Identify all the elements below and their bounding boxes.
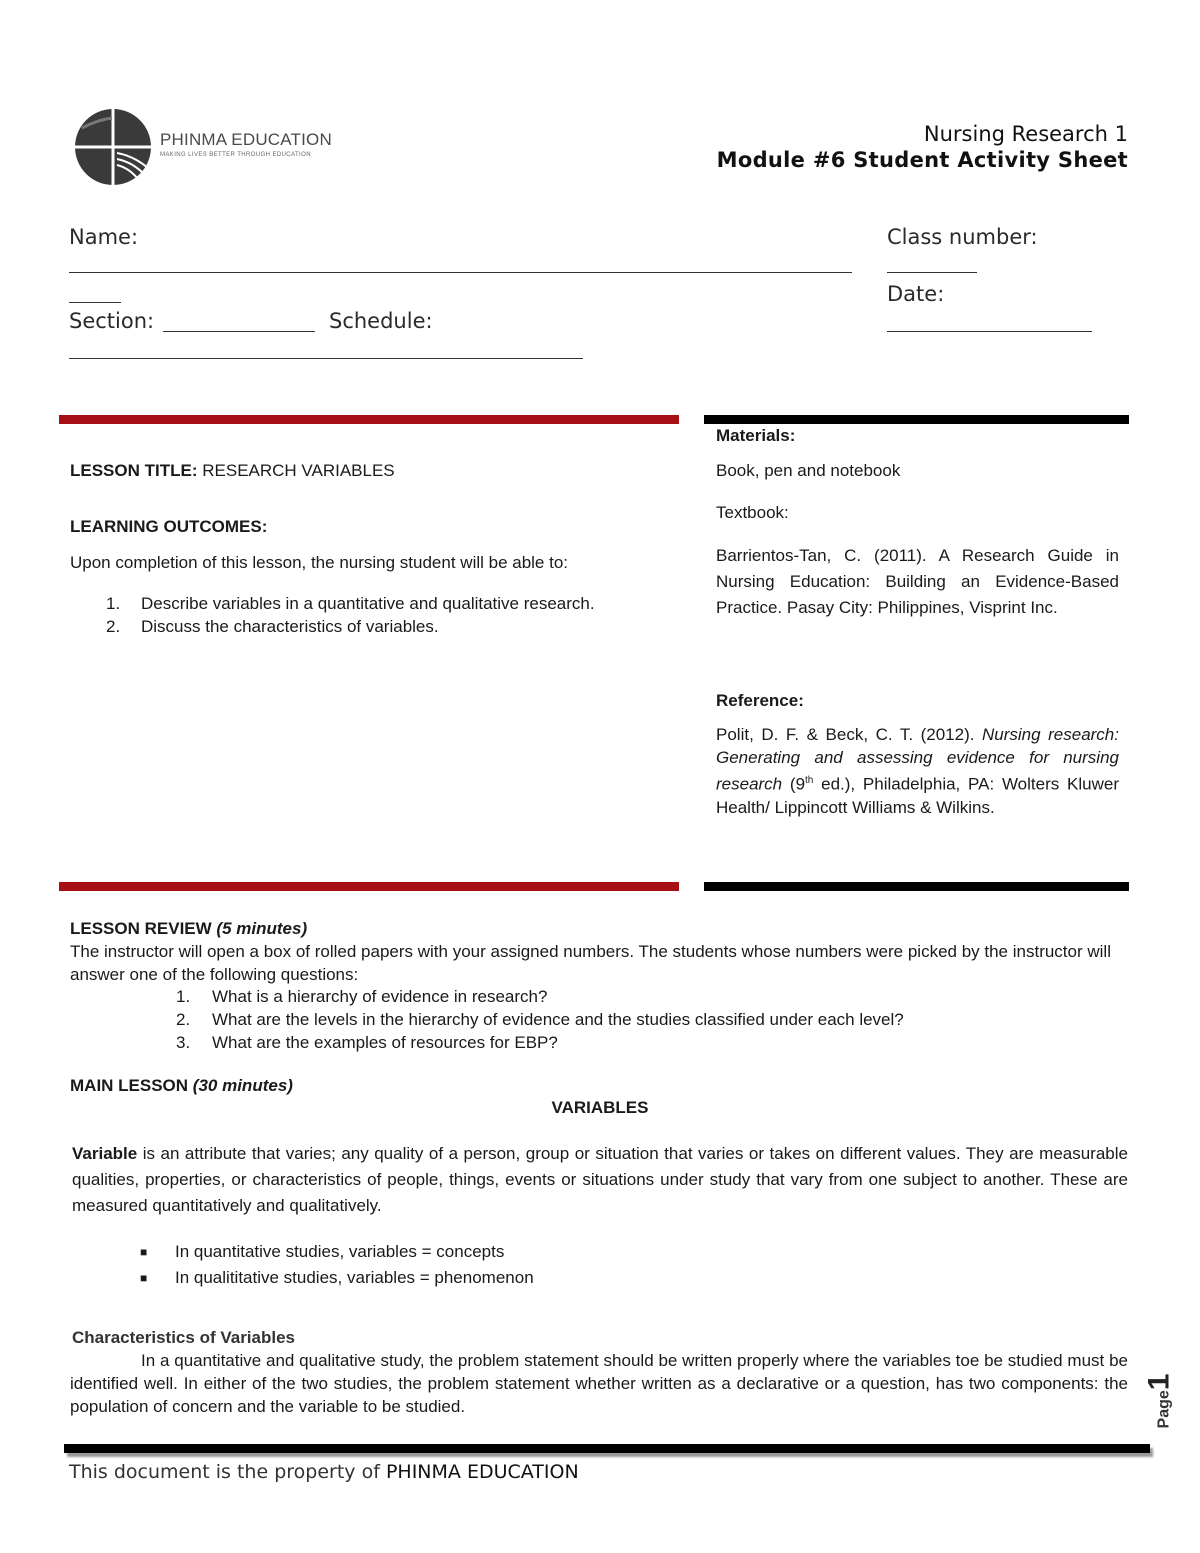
lesson-review-duration: (5 minutes) (216, 919, 308, 938)
phinma-globe-icon (72, 106, 156, 188)
divider-black-top (704, 415, 1129, 424)
variable-definition (72, 1141, 1128, 1219)
page-number-block (1142, 1362, 1190, 1432)
page-label: Page (1155, 1390, 1173, 1429)
characteristics-text: In a quantitative and qualitative study, the problem statement should be written properly where the variables toe be studied must be identified well. In either of the two studies, the problem statement whether written as a declarative or a question, has two components: the population of concern and the variable to be studied. (70, 1351, 1128, 1416)
divider-red-bottom (59, 882, 679, 891)
list-text: What is a hierarchy of evidence in research? (212, 987, 548, 1006)
textbook-label: Textbook: (716, 503, 789, 522)
schedule-label: Schedule: (329, 309, 433, 333)
textbook-citation: Barrientos-Tan, C. (2011). A Research Guide in Nursing Education: Building an Evidence-Based Practice. Pasay City: Philippines, Visprint Inc. (716, 546, 1119, 617)
outcomes-intro: Upon completion of this lesson, the nursing student will be able to: (70, 553, 569, 572)
lesson-title (70, 459, 670, 482)
footer-text-pre: This document is the property of (69, 1461, 380, 1483)
materials-text: Book, pen and notebook (716, 461, 901, 480)
lesson-review-heading (70, 917, 307, 940)
main-lesson-duration: (30 minutes) (192, 1076, 293, 1095)
list-text: What are the examples of resources for EBP? (212, 1033, 558, 1052)
list-number: 1. (106, 594, 121, 613)
list-text: In quantitative studies, variables = concepts (175, 1242, 505, 1261)
list-item (70, 1008, 1130, 1031)
definition-term: Variable (72, 1144, 138, 1163)
section-field[interactable] (163, 331, 315, 332)
lesson-title-label: LESSON TITLE: (70, 461, 198, 480)
lesson-review-intro: The instructor will open a box of rolled papers with your assigned numbers. The students whose numbers were picked by the instructor will answer one of the following questions: (70, 942, 1111, 984)
reference-heading (716, 689, 804, 712)
list-item (70, 615, 670, 638)
lesson-title-value: RESEARCH VARIABLES (202, 461, 395, 480)
outcomes-heading (70, 515, 267, 538)
name-field-continuation[interactable] (69, 302, 121, 303)
reference-citation (716, 723, 1119, 819)
list-item (70, 1031, 1130, 1054)
reference-edition: (9 (789, 774, 806, 794)
materials-heading (716, 424, 795, 447)
date-field[interactable] (887, 331, 1092, 332)
main-lesson-title-text: VARIABLES (551, 1098, 649, 1117)
bullet-icon: ■ (140, 1245, 148, 1259)
list-number: 2. (176, 1010, 191, 1029)
list-item (72, 1239, 1128, 1265)
divider-black-bottom (704, 882, 1129, 891)
materials-heading-text: Materials: (716, 426, 796, 445)
footer-text (69, 1461, 579, 1483)
section-label: Section: (69, 309, 155, 333)
logo-tagline: MAKING LIVES BETTER THROUGH EDUCATION (160, 152, 311, 158)
name-label: Name: (69, 225, 139, 249)
reference-authors: Polit, D. F. & Beck, C. T. (2012). (716, 725, 975, 744)
list-text: Describe variables in a quantitative and qualitative research. (141, 594, 595, 613)
bullet-icon: ■ (140, 1271, 148, 1285)
course-title: Nursing Research 1 (923, 122, 1128, 146)
list-item (72, 1265, 1128, 1291)
variables-bullet-list (72, 1239, 1128, 1291)
list-text: What are the levels in the hierarchy of evidence and the studies classified under each level? (212, 1010, 904, 1029)
footer-brand: PHINMA EDUCATION (385, 1461, 579, 1483)
list-number: 1. (176, 987, 191, 1006)
sheet-title: Module #6 Student Activity Sheet (716, 148, 1128, 172)
main-lesson-title (0, 1096, 1200, 1119)
list-number: 2. (106, 617, 121, 636)
list-item (70, 592, 670, 615)
class-number-label: Class number: (887, 225, 1038, 249)
characteristics-heading (72, 1326, 295, 1349)
divider-red-top (59, 415, 679, 424)
list-text: In qualititative studies, variables = phenomenon (175, 1268, 534, 1287)
page-number: 1 (1142, 1373, 1176, 1391)
outcomes-heading-text: LEARNING OUTCOMES: (70, 517, 268, 536)
main-lesson-heading-text: MAIN LESSON (70, 1076, 189, 1095)
footer-divider (64, 1444, 1150, 1453)
name-field[interactable] (69, 272, 852, 273)
lesson-review-heading-text: LESSON REVIEW (70, 919, 212, 938)
reference-heading-text: Reference: (716, 691, 804, 710)
class-number-field[interactable] (887, 272, 977, 273)
logo-name: PHINMA EDUCATION (160, 130, 332, 149)
reference-edition-sup: th (805, 775, 814, 786)
reference-publisher: ed.), Philadelphia, PA: Wolters Kluwer Health/ Lippincott Williams & Wilkins. (716, 774, 1119, 817)
schedule-field[interactable] (69, 358, 583, 359)
reference-title: Nursing research: Generating and assessing evidence for nursing research (716, 725, 1119, 794)
characteristics-heading-text: Characteristics of Variables (72, 1328, 296, 1347)
list-text: Discuss the characteristics of variables. (141, 617, 439, 636)
list-item (70, 985, 1130, 1008)
definition-text: is an attribute that varies; any quality of a person, group or situation that varies or takes on different values. They are measurable qualities, properties, or characteristics of people, things, events or situations under study that vary from one subject to another. These are measured quantitatively and qualitatively. (72, 1144, 1128, 1215)
date-label: Date: (887, 282, 945, 306)
outcomes-list (70, 592, 670, 638)
list-number: 3. (176, 1033, 191, 1052)
review-questions-list (70, 985, 1130, 1054)
main-lesson-heading (70, 1074, 293, 1097)
